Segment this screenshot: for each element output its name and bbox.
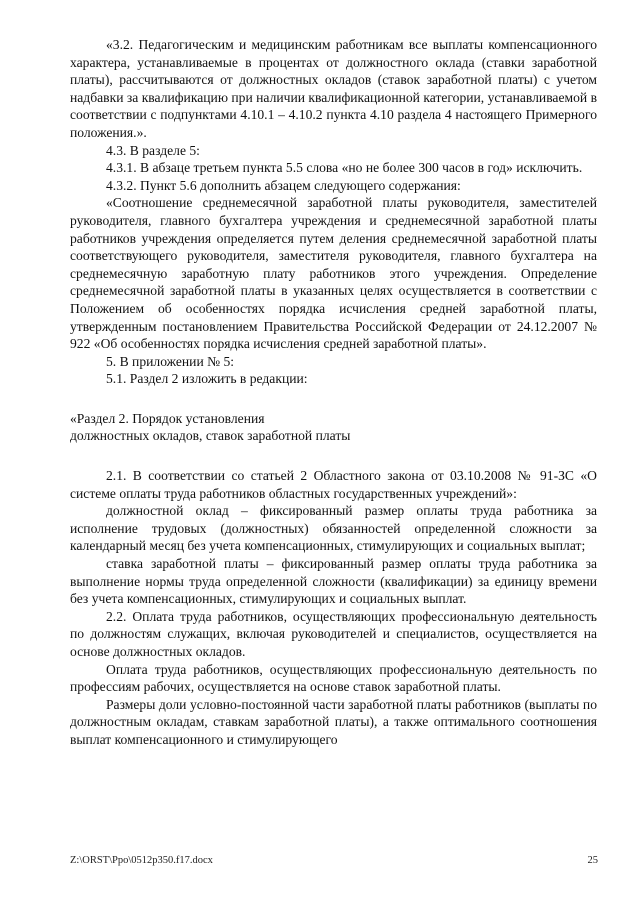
paragraph-salary-definition: должностной оклад – фиксированный размер оплаты труда работника за исполнение трудовых (должностных) обязанностей определенной сложности за календарный месяц без учета компенсационных, стимулирующих и социальных выплат; (70, 503, 597, 554)
paragraph-5-1: 5.1. Раздел 2 изложить в редакции: (106, 371, 308, 387)
section-title (70, 410, 597, 445)
paragraph-rate-definition: ставка заработной платы – фиксированный размер оплаты труда работника за выполнение нормы труда определенной сложности (квалификации) за единицу времени без учета компенсационных, стимулирующих и социальных выплат. (70, 556, 597, 607)
paragraph-4-3-1: 4.3.1. В абзаце третьем пункта 5.5 слова «но не более 300 часов в год» исключить. (106, 160, 583, 176)
paragraph-ratio-quote: «Соотношение среднемесячной заработной платы руководителя, заместителей руководителя, главного бухгалтера учреждения и среднемесячной заработной платы работников учреждения определяется путем деления среднемесячной заработной платы соответствующего руководителя, заместителя руководителя, главного бухгалтера на среднемесячную заработную плату работников этого учреждения. Определение среднемесячной заработной платы в указанных целях осуществляется в соответствии с Положением об особенностях порядка исчисления средней заработной платы, утвержденным постановлением Правительства Российской Федерации от 24.12.2007 № 922 «Об особенностях порядка исчисления средней заработной платы». (70, 195, 597, 352)
paragraph-4-3: 4.3. В разделе 5: (106, 142, 200, 158)
footer-file-path: Z:\ORST\Ppo\0512p350.f17.docx (70, 855, 213, 866)
section-title-line2: должностных окладов, ставок заработной платы (70, 428, 351, 444)
document-body (70, 36, 597, 749)
paragraph-pay-share: Размеры доли условно-постоянной части заработной платы работников (выплаты по должностным окладам, ставкам заработной платы), а также оптимального соотношения выплат компенсационного и стимулирующего (70, 696, 597, 747)
paragraph-4-3-2: 4.3.2. Пункт 5.6 дополнить абзацем следующего содержания: (106, 177, 461, 193)
paragraph-3-2: «3.2. Педагогическим и медицинским работникам все выплаты компенсационного характера, устанавливаемые в процентах от должностного оклада (ставки заработной платы), рассчитываются от должностных окладов (ставок заработной платы) с учетом надбавки за квалификацию при наличии квалификационной категории, устанавливаемой в соответствии с подпунктами 4.10.1 – 4.10.2 пункта 4.10 раздела 4 настоящего Примерного положения.». (70, 37, 597, 140)
section-title-line1: «Раздел 2. Порядок установления (70, 410, 265, 426)
paragraph-2-1: 2.1. В соответствии со статьей 2 Областного закона от 03.10.2008 № 91-ЗС «О системе оплаты труда работников областных государственных учреждений»: (70, 468, 597, 501)
paragraph-workers-pay: Оплата труда работников, осуществляющих профессиональную деятельность по профессиям рабочих, осуществляется на основе ставок заработной платы. (70, 661, 597, 695)
footer-page-number: 25 (587, 855, 598, 866)
paragraph-2-2: 2.2. Оплата труда работников, осуществляющих профессиональную деятельность по должностям служащих, включая руководителей и специалистов, осуществляется на основе должностных окладов. (70, 608, 597, 659)
paragraph-5: 5. В приложении № 5: (106, 353, 235, 369)
